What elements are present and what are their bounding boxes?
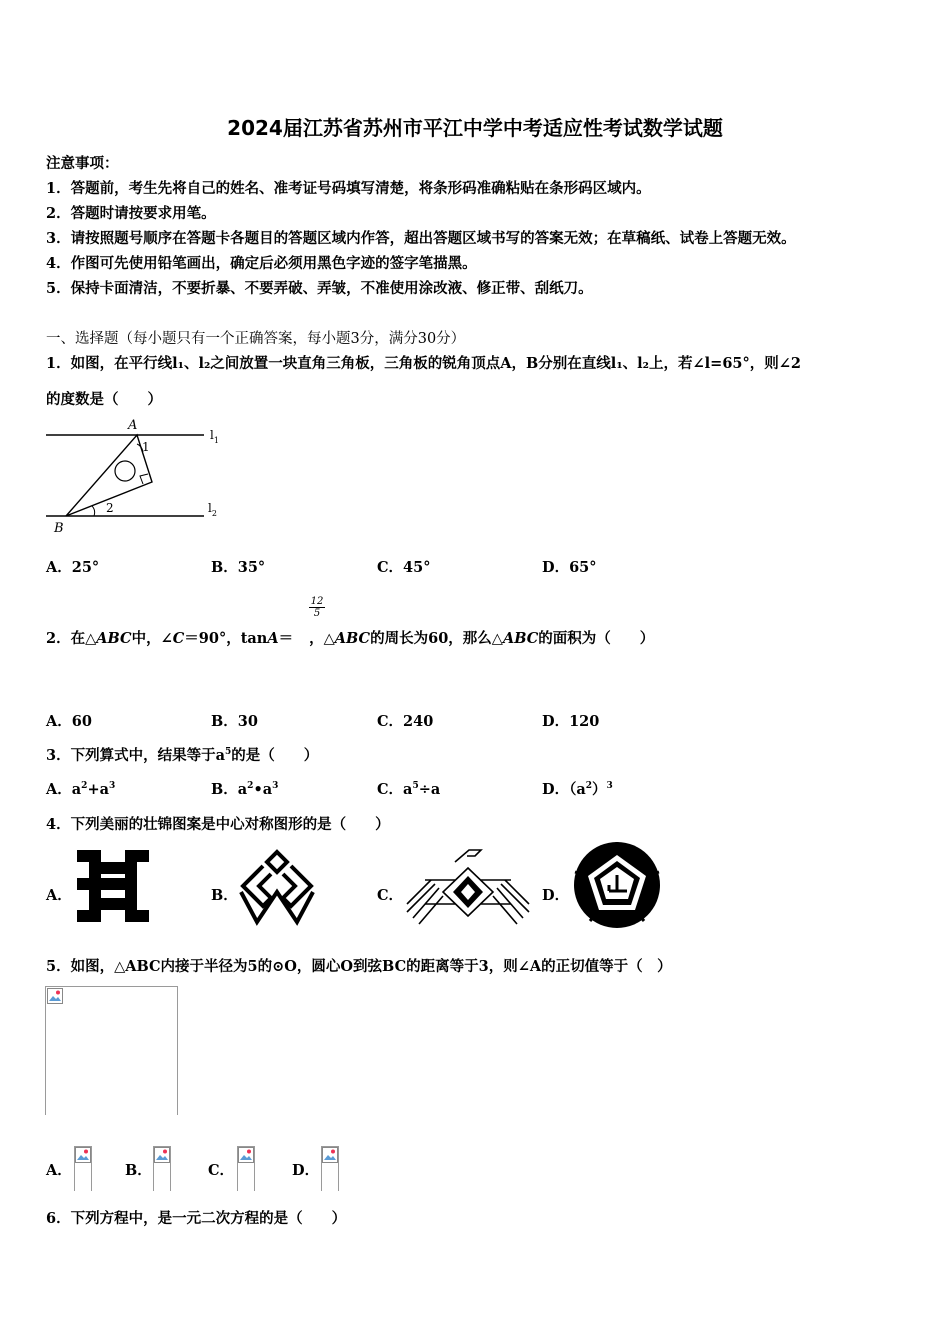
q4-option-b-label[interactable]: B．: [211, 887, 238, 904]
q3-option-a[interactable]: A．$a^2+a^3$: [46, 781, 116, 798]
q4-option-a-label[interactable]: A．: [46, 887, 72, 904]
q3-stem: 3．下列算式中，结果等于$a^5$的是（ ）: [46, 747, 319, 764]
q5-option-d-image: [321, 1146, 339, 1191]
section-heading: 一、选择题（每小题只有一个正确答案，每小题3分，满分30分）: [46, 331, 466, 347]
q5-figure-placeholder: [45, 986, 178, 1115]
notice-item: 1．答题前，考生先将自己的姓名、准考证号码填写清楚，将条形码准确粘贴在条形码区域内。: [46, 180, 651, 197]
angle-2-arc: [92, 506, 95, 516]
triangle-hole: [115, 461, 135, 481]
broken-image-icon: [238, 1147, 254, 1163]
q2-option-d[interactable]: D．120: [542, 713, 600, 730]
q5-option-b[interactable]: B．: [125, 1162, 152, 1179]
q5-option-a-image: [74, 1146, 92, 1191]
q4-option-d-label[interactable]: D．: [542, 887, 570, 904]
q4-stem: 4．下列美丽的壮锦图案是中心对称图形的是（ ）: [46, 816, 390, 833]
q4-pattern-b-icon: [237, 848, 317, 926]
notice-item: 3．请按照题号顺序在答题卡各题目的答题区域内作答，超出答题区域书写的答案无效；在草稿纸、试卷上答题无效。: [46, 230, 796, 247]
q5-option-d[interactable]: D．: [292, 1162, 320, 1179]
q1-option-c[interactable]: C．45°: [377, 559, 431, 576]
notice-item: 5．保持卡面清洁，不要折暴、不要弄破、弄皱，不准使用涂改液、修正带、刮纸刀。: [46, 280, 593, 297]
q1-stem: 1．如图，在平行线l₁、l₂之间放置一块直角三角板，三角板的锐角顶点A，B分别在直线l₁、l₂上，若∠l=65°，则∠2: [46, 355, 802, 372]
q3-option-d[interactable]: D．$(a^2)^3$: [542, 781, 613, 798]
q3-option-c[interactable]: C．$a^5\div a$: [377, 781, 441, 798]
q2-stem: 2．在△ABC中，∠C＝90°，tanA＝ ，△ABC的周长为60，那么△ABC的面积为（ ）: [46, 630, 655, 647]
label-A: A: [128, 418, 138, 433]
page-title: 2024届江苏省苏州市平江中学中考适应性考试数学试题: [227, 116, 723, 140]
label-angle-1: 1: [142, 440, 150, 454]
q1-stem-cont: 的度数是（ ）: [46, 391, 162, 408]
right-angle-mark: [140, 474, 148, 484]
q5-option-c[interactable]: C．: [208, 1162, 235, 1179]
broken-image-icon: [75, 1147, 91, 1163]
q6-stem: 6．下列方程中，是一元二次方程的是（ ）: [46, 1210, 347, 1227]
q2-fraction-denominator: 5: [313, 608, 321, 619]
q5-option-b-image: [153, 1146, 171, 1191]
q2-option-b[interactable]: B．30: [211, 713, 258, 730]
q3-option-b[interactable]: B．$a^2•a^3$: [211, 781, 279, 798]
q2-option-c[interactable]: C．240: [377, 713, 434, 730]
notice-item: 2．答题时请按要求用笔。: [46, 205, 216, 222]
label-l2: $l_2$: [208, 501, 217, 518]
label-B: B: [54, 521, 64, 536]
q2-fraction-numerator: 12: [310, 596, 324, 607]
q2-option-a[interactable]: A．60: [46, 713, 92, 730]
notice-heading: 注意事项：: [46, 155, 119, 172]
q5-option-c-image: [237, 1146, 255, 1191]
q4-pattern-c-icon: [405, 840, 531, 930]
label-angle-2: 2: [106, 501, 114, 515]
q1-option-b[interactable]: B．35°: [211, 559, 266, 576]
q1-figure: [44, 416, 224, 536]
q5-option-a[interactable]: A．: [46, 1162, 72, 1179]
broken-image-icon: [154, 1147, 170, 1163]
q1-option-a[interactable]: A．25°: [46, 559, 100, 576]
broken-image-icon: [322, 1147, 338, 1163]
q5-stem: 5．如图，△ABC内接于半径为5的⊙O，圆心O到弦BC的距离等于3，则∠A的正切值等于（ ）: [46, 958, 672, 975]
q4-pattern-a-icon: [75, 848, 151, 924]
label-l1: $l_1$: [210, 428, 219, 445]
q4-option-c-label[interactable]: C．: [377, 887, 404, 904]
q1-option-d[interactable]: D．65°: [542, 559, 597, 576]
q2-fraction: [309, 596, 325, 619]
notice-item: 4．作图可先使用铅笔画出，确定后必须用黑色字迹的签字笔描黑。: [46, 255, 477, 272]
broken-image-icon: [47, 988, 63, 1004]
q4-pattern-d-icon: [573, 841, 661, 929]
